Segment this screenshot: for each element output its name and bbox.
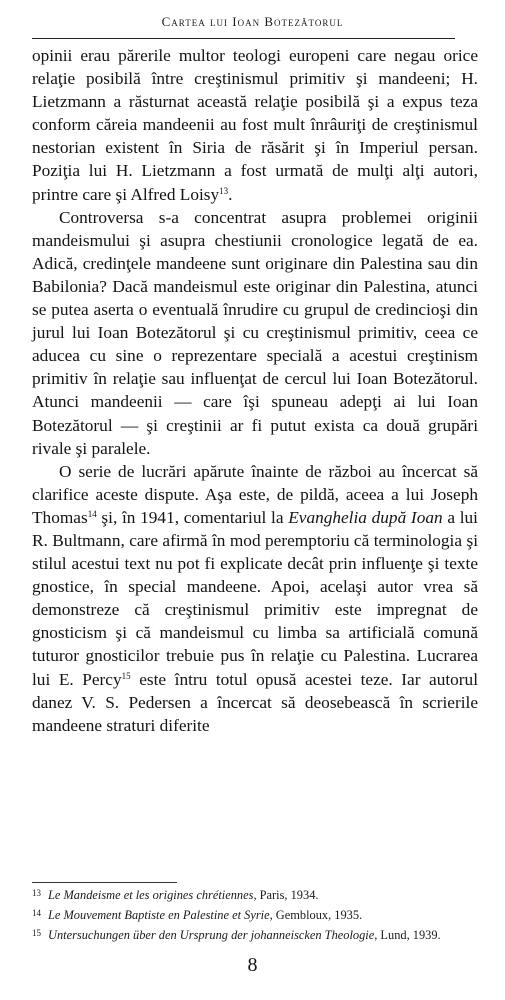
footnote-ref[interactable]: 15 [121, 670, 131, 681]
footnote-title: Le Mouvement Baptiste en Palestine et Syrie [48, 908, 270, 922]
paragraph-text: şi, în 1941, comentariul la [96, 507, 289, 527]
paragraph-text: O serie de lucrări apărute înainte de război au încercat să clarifice aceste dispute. Aşa este, de pildă, aceea a lui Joseph Thomas [32, 461, 478, 527]
paragraph-text-end: . [228, 184, 233, 204]
footnote-details: , Paris, 1934. [253, 888, 319, 902]
body-text [32, 44, 478, 737]
paragraph-text: Controversa s-a concentrat asupra problemei originii mandeismului şi asupra chestiunii cronologice legată de ea. Adică, credinţele mandeene sunt originare din Palestina sau din Babilonia? Dacă mandeismul este originar din Palestina, atunci se putea aserta o eventuală înrudire cu grupul de credincioşi din jurul lui Ioan Botezătorul şi cu creştinismul primitiv, ceea ce aducea cu sine o reprezentare specială a acestui creştinism primitiv în relaţie sau influenţat de cercul lui Ioan Botezătorul. Atunci mandeenii — care îşi spuneau adepţi ai lui Ioan Botezătorul — şi creştinii ar fi putut exista ca două grupări rivale şi paralele. [32, 207, 478, 458]
footnotes [32, 884, 482, 944]
paragraph-1 [32, 44, 478, 206]
footnote-title: Untersuchungen über den Ursprung der johanneiscken Theologie [48, 928, 375, 942]
footnote-14 [32, 904, 482, 924]
footnote-15 [32, 924, 482, 944]
running-header: Cartea lui Ioan Botezătorul [161, 14, 344, 29]
footnote-details: , Lund, 1939. [374, 928, 441, 942]
header-rule [32, 38, 455, 39]
paragraph-3 [32, 460, 478, 737]
paragraph-2 [32, 206, 478, 460]
paragraph-text: opinii erau părerile multor teologi europeni care negau orice relaţie posibilă între creştinismul primitiv şi mandeeni; H. Lietzmann a răsturnat această relaţie posibilă şi a expus teza conform căreia mandeenii au fost mult înrâuriţi de creştinismul nestorian existent în Siria de răsărit şi în Imperiul persan. Poziţia lui H. Lietzmann a fost urmată de mulţi alţi autori, printre care şi Alfred Loisy [32, 46, 478, 204]
italic-title: Evanghelia după Ioan [288, 507, 443, 527]
footnote-number: 14 [32, 908, 41, 918]
footnote-ref[interactable]: 13 [219, 185, 229, 196]
footnote-rule [32, 882, 177, 883]
footnote-number: 15 [32, 928, 41, 938]
footnote-13 [32, 884, 482, 904]
footnote-details: , Gembloux, 1935. [269, 908, 363, 922]
footnote-number: 13 [32, 888, 41, 898]
page-number: 8 [247, 954, 258, 976]
paragraph-text: a lui R. Bultmann, care afirmă în mod peremptoriu că terminologia şi stilul acestui text nu pot fi explicate decât prin influenţe şi texte gnostice, în special mandeene. Apoi, acelaşi autor vrea să demonstreze că creştinismul primitiv este impregnat de gnosticism şi că mandeismul cu limba sa artificială comună tuturor gnosticilor trebuie pus în relaţie cu Palestina. Lucrarea lui E. Percy [32, 507, 478, 689]
footnote-title: Le Mandeisme et les origines chrétiennes [48, 888, 254, 902]
paragraph-text: este întru totul opusă acestei teze. Iar autorul danez V. S. Pedersen a încercat să deosebească în scrierile mandeene straturi diferite [32, 669, 479, 735]
footnote-ref[interactable]: 14 [87, 508, 97, 519]
